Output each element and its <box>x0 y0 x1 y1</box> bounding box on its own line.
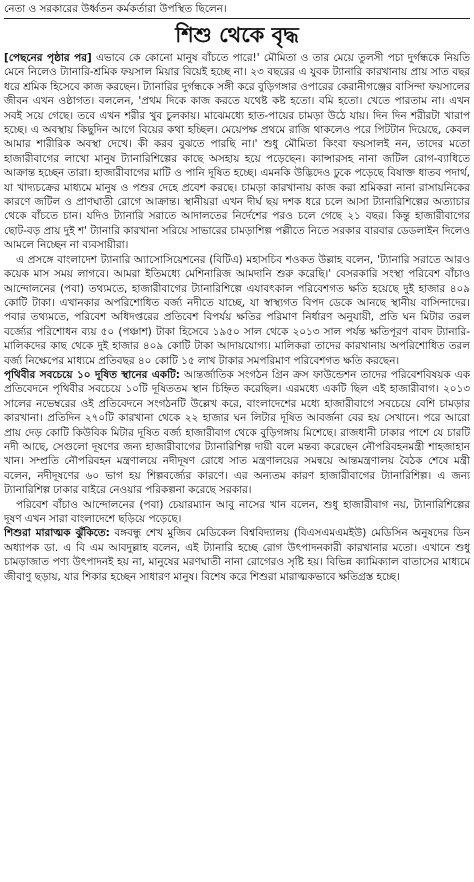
section-children-risk <box>4 526 470 584</box>
section-polluted-places <box>4 368 470 498</box>
section-text: বঙ্গবন্ধু শেখ মুজিব মেডিকেল বিশ্ববিদ্যালয় (বিএসএমএমইউ) মেডিসিন অনুষদের ডিন অধ্যাপক ডা. এ বি এম আবদুল্লাহ বলেন, এই ট্যানারি হচ্ছে রোগ উৎপাদনকারী কারখানার মতো। এখানে শুধু চামড়াজাত পণ্য উৎপাদনই হয় না, মানুষের মরণঘাতী নানা রোগেরও সৃষ্টি হয়। বিভিন্ন ক্যামিক্যাল বাতাসের মাধ্যমে জীবাণু ছড়ায়, যার শিকার হচ্ছেন সাধারণ মানুষ। বিশেষ করে শিশুরা মারাত্মকভাবে ক্ষতিগ্রস্ত হচ্ছে। <box>4 527 470 583</box>
article-paragraph-3: পরিবেশ বাঁচাও আন্দোলনের (পবা) চেয়ারম্যান আবু নাসের খান বলেন, শুধু হাজারীবাগ নয়, ট্যানারিশিল্পের দূষণ এখন সারা বাংলাদেশে ছড়িয়ে পড়েছে। <box>4 498 470 525</box>
headline: শিশু থেকে বৃদ্ধ <box>175 22 299 47</box>
article-paragraph-1 <box>4 51 470 253</box>
divider-rule <box>4 18 470 19</box>
section-subhead: শিশুরা মারাত্মক ঝুঁকিতে: <box>4 527 110 540</box>
section-text: আন্তর্জাতিক সংগঠন গ্রিন ক্রস ফাউন্ডেশন তাদের পরিবেশবিষয়ক এক প্রতিবেদনে পৃথিবীর সবচেয়ে ১০টি দূষিততম স্থান চিহ্নিত করেছিল। এরমধ্যে একটি ছিল এই হাজারীবাগ। ২০১৩ সালের নভেম্বরের ওই প্রতিবেদনে সংগঠনটি উল্লেখ করে, বাংলাদেশের মধ্যে হাজারীবাগে সবচেয়ে বেশি চামড়ার কারখানা। প্রতিদিন ২৭০টি কারখানা থেকে ২২ হাজার ঘন লিটার দূষিত আবর্জনা বের হয় সেখানে। পরে আরো প্রায় দেড় কোটি কিউবিক মিটার দূষিত বর্জ্য হাজারীবাগ থেকে বুড়িগঙ্গায় মিশেছে। রাজধানী ঢাকার পাশে যে চারটি নদী আছে, সেগুলো দূষণের জন্য হাজারীবাগের ট্যানারিশিল্প দায়ী বলে মন্তব্য করেছেন নৌপরিবহনমন্ত্রী শাহজাহান খান। সম্প্রতি নৌপরিবহন মন্ত্রণালয়ে নদীদূষণ রোধে সাত মন্ত্রণালয়ের সমন্বয়ে আন্তমন্ত্রণালয় বৈঠক শেষে মন্ত্রী বলেন, নদীদূষণের ৬০ ভাগ হয় শিল্পবর্জ্যের কারণে। এর অন্যতম কারণ হাজারীবাগের ট্যানারিশিল্প। এ জন্য ট্যানারিশিল্প ঢাকার বাইরে নেওয়ার পরিকল্পনা করেছে সরকার। <box>4 368 470 497</box>
continued-from-kicker: [পেছনের পৃষ্ঠার পর] <box>4 52 92 64</box>
article-paragraph-2: এ প্রসঙ্গে বাংলাদেশ ট্যানারি অ্যাসোসিয়েশনের (বিটিএ) মহাসচিব শওকত উল্লাহ বলেন, 'ট্যানারি সরাতে আরও কয়েক মাস সময় লাগবে। আমরা ইতিমধ্যে মেশিনারিজ আমদানি শুরু করেছি।' বেসরকারি সংস্থা পরিবেশ বাঁচাও আন্দোলনের (পবা) তথ্যমতে, হাজারীবাগের ট্যানারিশিল্পে এযাবৎকাল পরিবেশগত ক্ষতি হয়েছে দুই হাজার ৪০৯ কোটি টাকা। এখানকার অপরিশোধিত বর্জ্য নদীতে যাচ্ছে, যা স্বাস্থ্যগত বিপদ ডেকে আনছে স্থানীয় বাসিন্দাদের। পবার তথ্যমতে, পরিবেশ অধিদপ্তরের প্রতিবেশ বিপর্যয় ক্ষতির পরিমাণ নির্ধারণ অনুযায়ী, প্রতি ঘন মিটার তরল বর্জ্যের পরিশোধন ব্যয় ৫০ (পঞ্চাশ) টাকা হিসেবে ১৯৫০ সাল থেকে ২০১৩ সাল পর্যন্ত ক্ষতিপূরণ বাবদ ট্যানারি-মালিকদের কাছ থেকে দুই হাজার ৪০৯ কোটি টাকা আদায়যোগ্য। মালিকরা তাদের কারখানায় অপরিশোধিত তরল বর্জ্য নিক্ষেপের মাধ্যমে প্রতিবছর ৪০ কোটি ১৫ লাখ টাকার সমপরিমাণ পরিবেশগত ক্ষতি করছেন। <box>4 253 470 367</box>
intro-line: নেতা ও সরকারের উর্ধ্বতন কর্মকর্তারা উপস্থিত ছিলেন। <box>4 3 227 15</box>
paragraph-text: এভাবে কে কোনো মানুষ বাঁচতে পারে!' মৌমিতা ও তার মেয়ে তুলসী পচা দুর্গন্ধকে নিয়তি মেনে নিলেও ট্যানারি-শ্রমিক ফয়সাল মিয়ার বিয়েই হচ্ছে না। ২৩ বছরের এ যুবক ট্যানারি কারখানায় প্রায় সাত বছর ধরে শ্রমিক হিসেবে কাজ করছেন। ট্যানারির দুর্গন্ধকে সঙ্গী করে বুড়িগঙ্গার ওপারের কেরানীগঞ্জের বাসিন্দা ফয়সালের জীবন এখন ওষ্ঠাগত। বললেন, 'প্রথম দিকে কাজ করতে যথেষ্ট কষ্ট হতো। বমি হতো। খেতে পারতাম না। এখন সবই সয়ে গেছে। তবে এখন শরীর খুব চুলকায়। মাঝেমধ্যে হাত-পায়ের চামড়া উঠে যায়। দিন দিন শরীরটা খারাপ হচ্ছে। এ অবস্থায় কিছুদিন আগে বিয়ের কথা হচ্ছিল। মেয়েপক্ষ প্রথমে রাজি থাকলেও পরে পিটটান দিয়েছে, কেবল আমার শারীরিক অবস্থা দেখে। কী করব বুঝতে পারছি না।' শুধু মৌমিতা কিংবা ফয়সালই নন, তাদের মতো হাজারীবাগের লাখো মানুষ ট্যানারিশিল্পের কাছে অসহায় হয়ে পড়েছেন। ক্যান্সারসহ নানা জটিল রোগ-ব্যাধিতে আক্রান্ত হচ্ছেন তারা। হাজারীবাগের মাটি ও পানি দূষিত হচ্ছে। এমনকি উদ্ভিদেও ঢুকে পড়েছে বিষাক্ত ধাতব পদার্থ, যা খাদ্যচক্রের মাধ্যমে মানুষ ও পশুর দেহে প্রবেশ করছে। চামড়া কারখানায় কাজ করা শ্রমিকরা নানা রাসায়নিকের কারণে জটিল ও প্রাণঘাতী রোগে আক্রান্ত। স্থানীয়রা এখন দীর্ঘ ছয় দশক ধরে চলে আসা ট্যানারিশিল্পের অত্যাচার থেকে বাঁচতে চান। যদিও ট্যানারি সরাতে আদালতের নির্দেশের পরও চলে গেছে ২১ বছর। কিন্তু হাজারীবাগের ছোট-বড় প্রায় দুই শ' ট্যানারি কারখানা সরিয়ে সাভারের চামড়াশিল্প পল্লীতে নিতে সরকার বারবার ডেডলাইন দিলেও আমলে নিচ্ছেন না ব্যবসায়ীরা। <box>4 52 470 252</box>
section-subhead: পৃথিবীর সবচেয়ে ১০ দূষিত স্থানের একটি: <box>4 368 180 381</box>
